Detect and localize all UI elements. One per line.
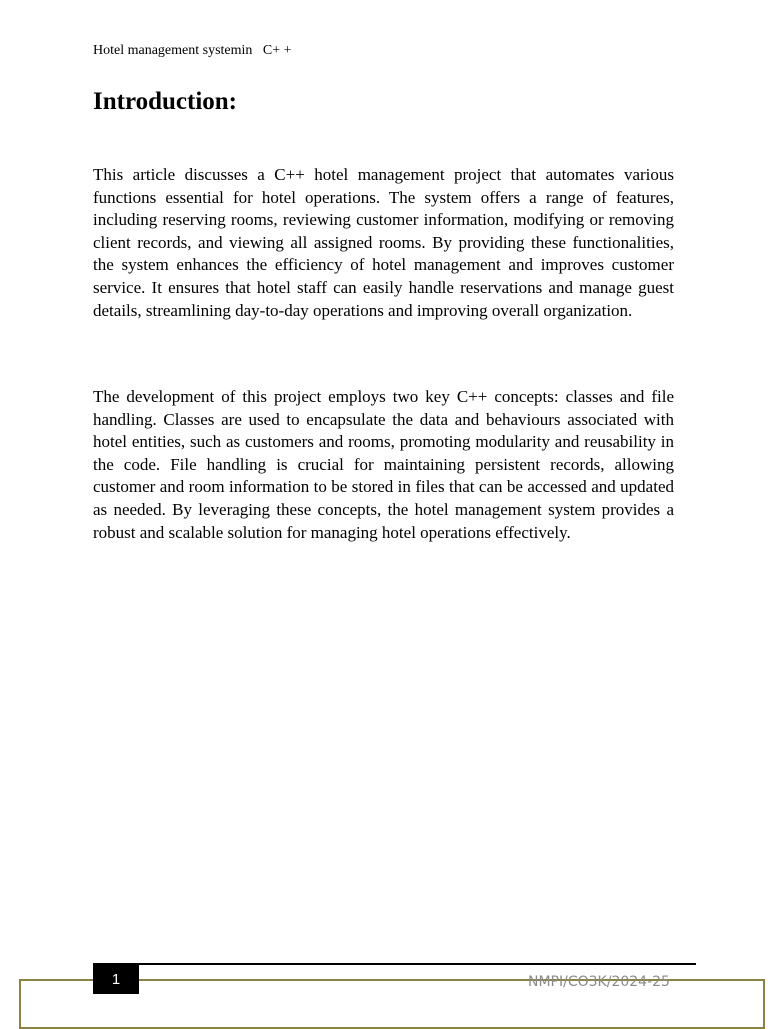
footer-divider	[93, 963, 696, 965]
section-heading: Introduction:	[93, 88, 238, 115]
running-header: Hotel management systemin C+ +	[93, 43, 292, 58]
intro-paragraph-1: This article discusses a C++ hotel management project that automates various functions essential for hotel operations. The system offers a range of features, including reserving rooms, reviewing customer information, modifying or removing client records, and viewing all assigned rooms. By providing these functionalities, the system enhances the efficiency of hotel management and improves customer service. It ensures that hotel staff can easily handle reservations and manage guest details, streamlining day-to-day operations and improving overall organization.	[93, 165, 674, 320]
page-number: 1	[93, 965, 139, 994]
document-code: NMPI/CO3K/2024-25	[528, 974, 670, 990]
intro-paragraph-2: The development of this project employs two key C++ concepts: classes and file handling. Classes are used to encapsulate the data and behaviours associated with hotel entities, such as customers and rooms, promoting modularity and reusability in the code. File handling is crucial for maintaining persistent records, allowing customer and room information to be stored in files that can be accessed and updated as needed. By leveraging these concepts, the hotel management system provides a robust and scalable solution for managing hotel operations effectively.	[93, 387, 674, 542]
